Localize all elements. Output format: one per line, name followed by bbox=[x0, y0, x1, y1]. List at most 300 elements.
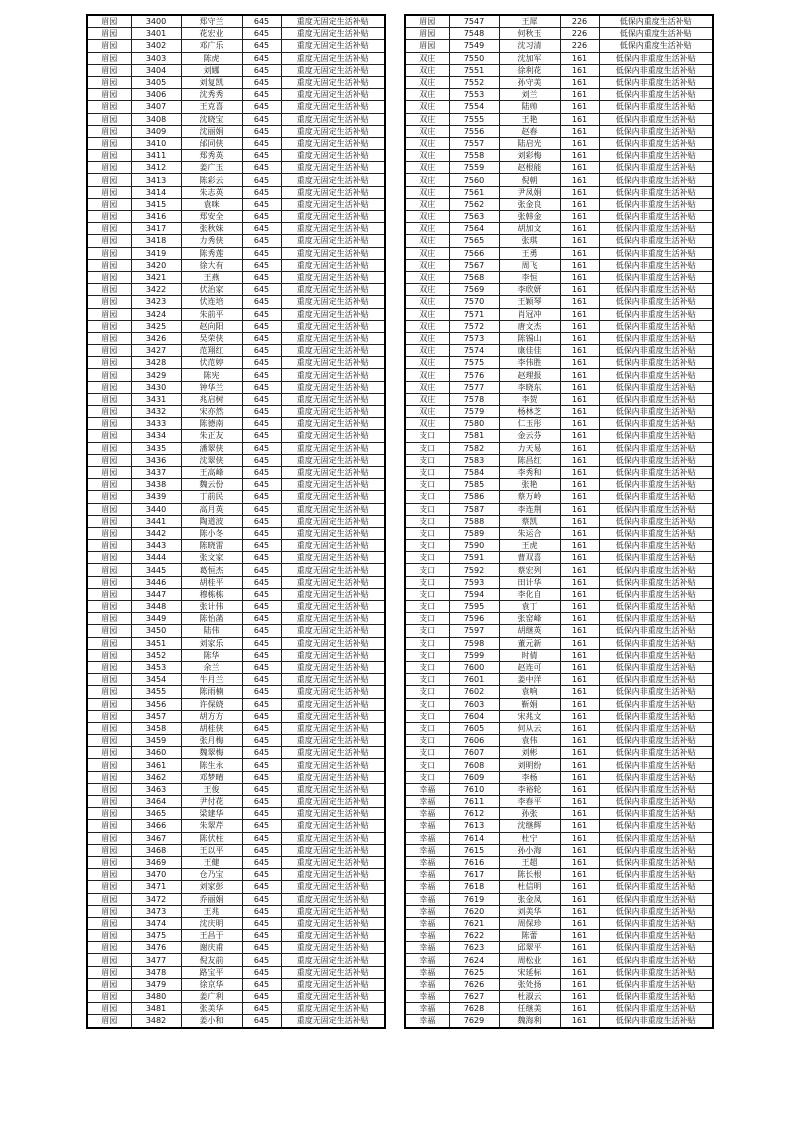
village-cell: 眉园 bbox=[87, 40, 131, 52]
person-name-cell: 胡加文 bbox=[499, 223, 560, 235]
serial-number-cell: 3455 bbox=[131, 686, 181, 698]
benefit-type-cell: 重度无固定生活补贴 bbox=[281, 320, 385, 332]
benefit-type-cell: 低保内非重度生活补贴 bbox=[599, 759, 713, 771]
table-row bbox=[405, 381, 713, 393]
benefit-type-cell: 低保内非重度生活补贴 bbox=[599, 52, 713, 64]
person-name-cell: 陈生永 bbox=[181, 759, 242, 771]
table-row bbox=[405, 308, 713, 320]
benefit-type-cell: 重度无固定生活补贴 bbox=[281, 649, 385, 661]
benefit-type-cell: 重度无固定生活补贴 bbox=[281, 674, 385, 686]
serial-number-cell: 7597 bbox=[449, 625, 499, 637]
person-name-cell: 沈晓宝 bbox=[181, 113, 242, 125]
village-cell: 双庄 bbox=[405, 125, 449, 137]
table-row bbox=[87, 284, 385, 296]
serial-number-cell: 3415 bbox=[131, 198, 181, 210]
serial-number-cell: 3434 bbox=[131, 430, 181, 442]
serial-number-cell: 7555 bbox=[449, 113, 499, 125]
amount-cell: 161 bbox=[560, 125, 599, 137]
table-row bbox=[405, 418, 713, 430]
person-name-cell: 倪友前 bbox=[181, 954, 242, 966]
benefit-type-cell: 重度无固定生活补贴 bbox=[281, 284, 385, 296]
table-row bbox=[405, 174, 713, 186]
benefit-type-cell: 重度无固定生活补贴 bbox=[281, 479, 385, 491]
serial-number-cell: 7569 bbox=[449, 284, 499, 296]
person-name-cell: 李欣妍 bbox=[499, 284, 560, 296]
benefit-type-cell: 重度无固定生活补贴 bbox=[281, 198, 385, 210]
village-cell: 支口 bbox=[405, 454, 449, 466]
serial-number-cell: 3469 bbox=[131, 856, 181, 868]
village-cell: 眉园 bbox=[87, 905, 131, 917]
table-row bbox=[405, 211, 713, 223]
table-row bbox=[87, 430, 385, 442]
serial-number-cell: 7583 bbox=[449, 454, 499, 466]
benefit-type-cell: 低保内非重度生活补贴 bbox=[599, 235, 713, 247]
benefit-type-cell: 重度无固定生活补贴 bbox=[281, 576, 385, 588]
amount-cell: 161 bbox=[560, 393, 599, 405]
amount-cell: 645 bbox=[242, 771, 281, 783]
benefit-type-cell: 重度无固定生活补贴 bbox=[281, 661, 385, 673]
amount-cell: 645 bbox=[242, 479, 281, 491]
person-name-cell: 仓乃宝 bbox=[181, 869, 242, 881]
serial-number-cell: 3411 bbox=[131, 150, 181, 162]
serial-number-cell: 3436 bbox=[131, 454, 181, 466]
village-cell: 眉园 bbox=[87, 978, 131, 990]
amount-cell: 645 bbox=[242, 40, 281, 52]
person-name-cell: 郑秀英 bbox=[181, 150, 242, 162]
table-row bbox=[87, 722, 385, 734]
serial-number-cell: 7594 bbox=[449, 588, 499, 600]
serial-number-cell: 3424 bbox=[131, 308, 181, 320]
benefit-type-cell: 重度无固定生活补贴 bbox=[281, 808, 385, 820]
serial-number-cell: 7592 bbox=[449, 564, 499, 576]
amount-cell: 645 bbox=[242, 905, 281, 917]
person-name-cell: 尹凤娟 bbox=[499, 186, 560, 198]
benefit-type-cell: 重度无固定生活补贴 bbox=[281, 747, 385, 759]
person-name-cell: 张艳 bbox=[499, 479, 560, 491]
village-cell: 眉园 bbox=[87, 601, 131, 613]
table-row bbox=[405, 601, 713, 613]
serial-number-cell: 7616 bbox=[449, 856, 499, 868]
benefit-type-cell: 低保内非重度生活补贴 bbox=[599, 345, 713, 357]
village-cell: 眉园 bbox=[87, 430, 131, 442]
amount-cell: 645 bbox=[242, 223, 281, 235]
amount-cell: 645 bbox=[242, 406, 281, 418]
table-row bbox=[405, 28, 713, 40]
village-cell: 眉园 bbox=[87, 735, 131, 747]
serial-number-cell: 7599 bbox=[449, 649, 499, 661]
amount-cell: 645 bbox=[242, 271, 281, 283]
village-cell: 双庄 bbox=[405, 223, 449, 235]
table-row bbox=[87, 710, 385, 722]
serial-number-cell: 7578 bbox=[449, 393, 499, 405]
person-name-cell: 王以平 bbox=[181, 844, 242, 856]
table-row bbox=[405, 735, 713, 747]
benefit-type-cell: 低保内非重度生活补贴 bbox=[599, 710, 713, 722]
village-cell: 幸福 bbox=[405, 832, 449, 844]
serial-number-cell: 3404 bbox=[131, 64, 181, 76]
village-cell: 双庄 bbox=[405, 162, 449, 174]
serial-number-cell: 7619 bbox=[449, 893, 499, 905]
table-row bbox=[405, 332, 713, 344]
table-row bbox=[87, 856, 385, 868]
amount-cell: 645 bbox=[242, 125, 281, 137]
person-name-cell: 王犀 bbox=[499, 15, 560, 28]
village-cell: 眉园 bbox=[87, 503, 131, 515]
serial-number-cell: 7595 bbox=[449, 601, 499, 613]
benefit-type-cell: 低保内重度生活补贴 bbox=[599, 40, 713, 52]
person-name-cell: 刘复凯 bbox=[181, 76, 242, 88]
amount-cell: 645 bbox=[242, 137, 281, 149]
village-cell: 眉园 bbox=[87, 235, 131, 247]
serial-number-cell: 3443 bbox=[131, 540, 181, 552]
village-cell: 眉园 bbox=[87, 796, 131, 808]
serial-number-cell: 3451 bbox=[131, 637, 181, 649]
serial-number-cell: 7571 bbox=[449, 308, 499, 320]
village-cell: 幸福 bbox=[405, 856, 449, 868]
village-cell: 幸福 bbox=[405, 783, 449, 795]
serial-number-cell: 7601 bbox=[449, 674, 499, 686]
amount-cell: 161 bbox=[560, 893, 599, 905]
village-cell: 支口 bbox=[405, 430, 449, 442]
amount-cell: 161 bbox=[560, 52, 599, 64]
person-name-cell: 沈丽娟 bbox=[181, 125, 242, 137]
benefit-type-cell: 重度无固定生活补贴 bbox=[281, 101, 385, 113]
person-name-cell: 赵春 bbox=[499, 125, 560, 137]
village-cell: 支口 bbox=[405, 588, 449, 600]
benefit-type-cell: 低保内非重度生活补贴 bbox=[599, 625, 713, 637]
amount-cell: 645 bbox=[242, 856, 281, 868]
amount-cell: 161 bbox=[560, 89, 599, 101]
village-cell: 眉园 bbox=[87, 527, 131, 539]
village-cell: 双庄 bbox=[405, 52, 449, 64]
serial-number-cell: 7584 bbox=[449, 466, 499, 478]
benefit-type-cell: 重度无固定生活补贴 bbox=[281, 552, 385, 564]
benefit-type-cell: 低保内非重度生活补贴 bbox=[599, 271, 713, 283]
village-cell: 眉园 bbox=[87, 357, 131, 369]
benefit-type-cell: 重度无固定生活补贴 bbox=[281, 454, 385, 466]
serial-number-cell: 3435 bbox=[131, 442, 181, 454]
table-row bbox=[405, 686, 713, 698]
amount-cell: 161 bbox=[560, 942, 599, 954]
amount-cell: 645 bbox=[242, 796, 281, 808]
person-name-cell: 刘彬 bbox=[499, 747, 560, 759]
benefit-type-cell: 重度无固定生活补贴 bbox=[281, 588, 385, 600]
serial-number-cell: 7567 bbox=[449, 259, 499, 271]
table-row bbox=[87, 796, 385, 808]
person-name-cell: 任继美 bbox=[499, 1003, 560, 1015]
amount-cell: 645 bbox=[242, 381, 281, 393]
amount-cell: 161 bbox=[560, 552, 599, 564]
serial-number-cell: 7548 bbox=[449, 28, 499, 40]
serial-number-cell: 7565 bbox=[449, 235, 499, 247]
serial-number-cell: 7618 bbox=[449, 881, 499, 893]
person-name-cell: 李化自 bbox=[499, 588, 560, 600]
benefit-type-cell: 低保内非重度生活补贴 bbox=[599, 917, 713, 929]
serial-number-cell: 3417 bbox=[131, 223, 181, 235]
table-row bbox=[87, 576, 385, 588]
table-row bbox=[87, 40, 385, 52]
person-name-cell: 王俊 bbox=[181, 783, 242, 795]
serial-number-cell: 7577 bbox=[449, 381, 499, 393]
village-cell: 幸福 bbox=[405, 1015, 449, 1028]
table-row bbox=[405, 917, 713, 929]
amount-cell: 645 bbox=[242, 808, 281, 820]
table-row bbox=[87, 783, 385, 795]
serial-number-cell: 7598 bbox=[449, 637, 499, 649]
amount-cell: 645 bbox=[242, 564, 281, 576]
village-cell: 眉园 bbox=[87, 223, 131, 235]
person-name-cell: 朱翠芹 bbox=[181, 820, 242, 832]
table-row bbox=[405, 893, 713, 905]
table-row bbox=[405, 527, 713, 539]
serial-number-cell: 3479 bbox=[131, 978, 181, 990]
village-cell: 支口 bbox=[405, 515, 449, 527]
benefit-type-cell: 低保内非重度生活补贴 bbox=[599, 223, 713, 235]
person-name-cell: 张计伟 bbox=[181, 601, 242, 613]
benefit-type-cell: 低保内非重度生活补贴 bbox=[599, 491, 713, 503]
amount-cell: 645 bbox=[242, 89, 281, 101]
person-name-cell: 沈庆明 bbox=[181, 917, 242, 929]
village-cell: 眉园 bbox=[87, 759, 131, 771]
amount-cell: 161 bbox=[560, 223, 599, 235]
serial-number-cell: 3482 bbox=[131, 1015, 181, 1028]
table-row bbox=[405, 442, 713, 454]
amount-cell: 161 bbox=[560, 162, 599, 174]
benefit-type-cell: 重度无固定生活补贴 bbox=[281, 137, 385, 149]
benefit-type-cell: 重度无固定生活补贴 bbox=[281, 564, 385, 576]
village-cell: 支口 bbox=[405, 442, 449, 454]
serial-number-cell: 3447 bbox=[131, 588, 181, 600]
person-name-cell: 宋兆文 bbox=[499, 710, 560, 722]
serial-number-cell: 7560 bbox=[449, 174, 499, 186]
person-name-cell: 张月梅 bbox=[181, 735, 242, 747]
village-cell: 支口 bbox=[405, 771, 449, 783]
amount-cell: 161 bbox=[560, 588, 599, 600]
benefit-type-cell: 低保内非重度生活补贴 bbox=[599, 211, 713, 223]
benefit-type-cell: 低保内非重度生活补贴 bbox=[599, 247, 713, 259]
serial-number-cell: 3467 bbox=[131, 832, 181, 844]
table-row bbox=[87, 393, 385, 405]
person-name-cell: 力秀侠 bbox=[181, 235, 242, 247]
person-name-cell: 丁前民 bbox=[181, 491, 242, 503]
person-name-cell: 伏治家 bbox=[181, 284, 242, 296]
benefit-type-cell: 重度无固定生活补贴 bbox=[281, 515, 385, 527]
person-name-cell: 唐文杰 bbox=[499, 320, 560, 332]
village-cell: 眉园 bbox=[87, 722, 131, 734]
serial-number-cell: 3433 bbox=[131, 418, 181, 430]
benefit-type-cell: 低保内非重度生活补贴 bbox=[599, 308, 713, 320]
village-cell: 眉园 bbox=[87, 674, 131, 686]
amount-cell: 161 bbox=[560, 601, 599, 613]
benefit-type-cell: 低保内非重度生活补贴 bbox=[599, 869, 713, 881]
amount-cell: 161 bbox=[560, 686, 599, 698]
serial-number-cell: 3453 bbox=[131, 661, 181, 673]
person-name-cell: 肖冠冲 bbox=[499, 308, 560, 320]
village-cell: 双庄 bbox=[405, 271, 449, 283]
village-cell: 幸福 bbox=[405, 978, 449, 990]
amount-cell: 161 bbox=[560, 198, 599, 210]
table-row bbox=[87, 162, 385, 174]
serial-number-cell: 3459 bbox=[131, 735, 181, 747]
person-name-cell: 孙小海 bbox=[499, 844, 560, 856]
serial-number-cell: 3442 bbox=[131, 527, 181, 539]
amount-cell: 161 bbox=[560, 174, 599, 186]
person-name-cell: 魏翠梅 bbox=[181, 747, 242, 759]
person-name-cell: 徐京华 bbox=[181, 978, 242, 990]
serial-number-cell: 7563 bbox=[449, 211, 499, 223]
person-name-cell: 高月英 bbox=[181, 503, 242, 515]
table-row bbox=[87, 150, 385, 162]
table-row bbox=[87, 686, 385, 698]
serial-number-cell: 7562 bbox=[449, 198, 499, 210]
table-row bbox=[87, 588, 385, 600]
village-cell: 双庄 bbox=[405, 137, 449, 149]
person-name-cell: 李晓东 bbox=[499, 381, 560, 393]
benefit-type-cell: 重度无固定生活补贴 bbox=[281, 442, 385, 454]
table-row bbox=[405, 235, 713, 247]
person-name-cell: 杜淑云 bbox=[499, 991, 560, 1003]
table-row bbox=[87, 76, 385, 88]
amount-cell: 161 bbox=[560, 430, 599, 442]
benefit-type-cell: 低保内非重度生活补贴 bbox=[599, 771, 713, 783]
benefit-type-cell: 低保内非重度生活补贴 bbox=[599, 430, 713, 442]
table-row bbox=[405, 613, 713, 625]
village-cell: 眉园 bbox=[87, 649, 131, 661]
serial-number-cell: 7590 bbox=[449, 540, 499, 552]
benefit-type-cell: 低保内非重度生活补贴 bbox=[599, 722, 713, 734]
serial-number-cell: 7551 bbox=[449, 64, 499, 76]
village-cell: 双庄 bbox=[405, 259, 449, 271]
serial-number-cell: 3441 bbox=[131, 515, 181, 527]
serial-number-cell: 3474 bbox=[131, 917, 181, 929]
benefit-type-cell: 重度无固定生活补贴 bbox=[281, 466, 385, 478]
serial-number-cell: 7550 bbox=[449, 52, 499, 64]
serial-number-cell: 3462 bbox=[131, 771, 181, 783]
serial-number-cell: 3481 bbox=[131, 1003, 181, 1015]
table-row bbox=[87, 942, 385, 954]
benefit-type-cell: 低保内非重度生活补贴 bbox=[599, 162, 713, 174]
table-row bbox=[405, 271, 713, 283]
serial-number-cell: 7611 bbox=[449, 796, 499, 808]
village-cell: 双庄 bbox=[405, 89, 449, 101]
amount-cell: 161 bbox=[560, 76, 599, 88]
village-cell: 眉园 bbox=[87, 613, 131, 625]
serial-number-cell: 3472 bbox=[131, 893, 181, 905]
benefit-type-cell: 重度无固定生活补贴 bbox=[281, 601, 385, 613]
village-cell: 眉园 bbox=[87, 28, 131, 40]
serial-number-cell: 7581 bbox=[449, 430, 499, 442]
village-cell: 眉园 bbox=[87, 856, 131, 868]
person-name-cell: 牛月兰 bbox=[181, 674, 242, 686]
person-name-cell: 路宝平 bbox=[181, 966, 242, 978]
serial-number-cell: 3476 bbox=[131, 942, 181, 954]
person-name-cell: 陈彩云 bbox=[181, 174, 242, 186]
amount-cell: 645 bbox=[242, 917, 281, 929]
person-name-cell: 余兰 bbox=[181, 661, 242, 673]
amount-cell: 161 bbox=[560, 503, 599, 515]
amount-cell: 161 bbox=[560, 150, 599, 162]
benefit-type-cell: 重度无固定生活补贴 bbox=[281, 52, 385, 64]
serial-number-cell: 3403 bbox=[131, 52, 181, 64]
table-row bbox=[87, 564, 385, 576]
person-name-cell: 魏海利 bbox=[499, 1015, 560, 1028]
table-row bbox=[405, 64, 713, 76]
person-name-cell: 陆启光 bbox=[499, 137, 560, 149]
village-cell: 幸福 bbox=[405, 917, 449, 929]
person-name-cell: 陈雨楠 bbox=[181, 686, 242, 698]
table-row bbox=[405, 905, 713, 917]
village-cell: 支口 bbox=[405, 625, 449, 637]
amount-cell: 645 bbox=[242, 418, 281, 430]
village-cell: 支口 bbox=[405, 759, 449, 771]
benefit-type-cell: 重度无固定生活补贴 bbox=[281, 796, 385, 808]
village-cell: 支口 bbox=[405, 466, 449, 478]
serial-number-cell: 7547 bbox=[449, 15, 499, 28]
benefit-type-cell: 重度无固定生活补贴 bbox=[281, 942, 385, 954]
benefit-type-cell: 低保内非重度生活补贴 bbox=[599, 369, 713, 381]
serial-number-cell: 7561 bbox=[449, 186, 499, 198]
benefit-type-cell: 重度无固定生活补贴 bbox=[281, 491, 385, 503]
person-name-cell: 杨林芝 bbox=[499, 406, 560, 418]
benefit-type-cell: 低保内非重度生活补贴 bbox=[599, 942, 713, 954]
amount-cell: 645 bbox=[242, 893, 281, 905]
serial-number-cell: 3400 bbox=[131, 15, 181, 28]
person-name-cell: 张美华 bbox=[181, 1003, 242, 1015]
amount-cell: 645 bbox=[242, 674, 281, 686]
amount-cell: 161 bbox=[560, 442, 599, 454]
table-row bbox=[405, 76, 713, 88]
table-row bbox=[87, 15, 385, 28]
serial-number-cell: 7603 bbox=[449, 698, 499, 710]
amount-cell: 161 bbox=[560, 576, 599, 588]
table-row bbox=[405, 747, 713, 759]
table-row bbox=[405, 503, 713, 515]
table-row bbox=[87, 381, 385, 393]
serial-number-cell: 3425 bbox=[131, 320, 181, 332]
benefit-type-cell: 重度无固定生活补贴 bbox=[281, 418, 385, 430]
benefit-type-cell: 低保内非重度生活补贴 bbox=[599, 113, 713, 125]
village-cell: 幸福 bbox=[405, 905, 449, 917]
village-cell: 眉园 bbox=[87, 174, 131, 186]
benefit-type-cell: 低保内非重度生活补贴 bbox=[599, 661, 713, 673]
person-name-cell: 宋亦然 bbox=[181, 406, 242, 418]
benefit-type-cell: 重度无固定生活补贴 bbox=[281, 259, 385, 271]
person-name-cell: 陶道波 bbox=[181, 515, 242, 527]
person-name-cell: 何秋玉 bbox=[499, 28, 560, 40]
amount-cell: 161 bbox=[560, 1015, 599, 1028]
village-cell: 眉园 bbox=[87, 162, 131, 174]
table-row bbox=[405, 345, 713, 357]
benefit-type-cell: 低保内非重度生活补贴 bbox=[599, 564, 713, 576]
person-name-cell: 吴荣侠 bbox=[181, 332, 242, 344]
serial-number-cell: 3402 bbox=[131, 40, 181, 52]
person-name-cell: 刘家乐 bbox=[181, 637, 242, 649]
table-row bbox=[87, 369, 385, 381]
serial-number-cell: 7557 bbox=[449, 137, 499, 149]
serial-number-cell: 3423 bbox=[131, 296, 181, 308]
table-row bbox=[87, 89, 385, 101]
benefit-type-cell: 低保内非重度生活补贴 bbox=[599, 808, 713, 820]
village-cell: 眉园 bbox=[87, 576, 131, 588]
table-row bbox=[405, 552, 713, 564]
serial-number-cell: 3440 bbox=[131, 503, 181, 515]
person-name-cell: 张金凤 bbox=[499, 893, 560, 905]
amount-cell: 161 bbox=[560, 856, 599, 868]
serial-number-cell: 3429 bbox=[131, 369, 181, 381]
amount-cell: 645 bbox=[242, 649, 281, 661]
benefit-type-cell: 重度无固定生活补贴 bbox=[281, 698, 385, 710]
village-cell: 眉园 bbox=[87, 76, 131, 88]
